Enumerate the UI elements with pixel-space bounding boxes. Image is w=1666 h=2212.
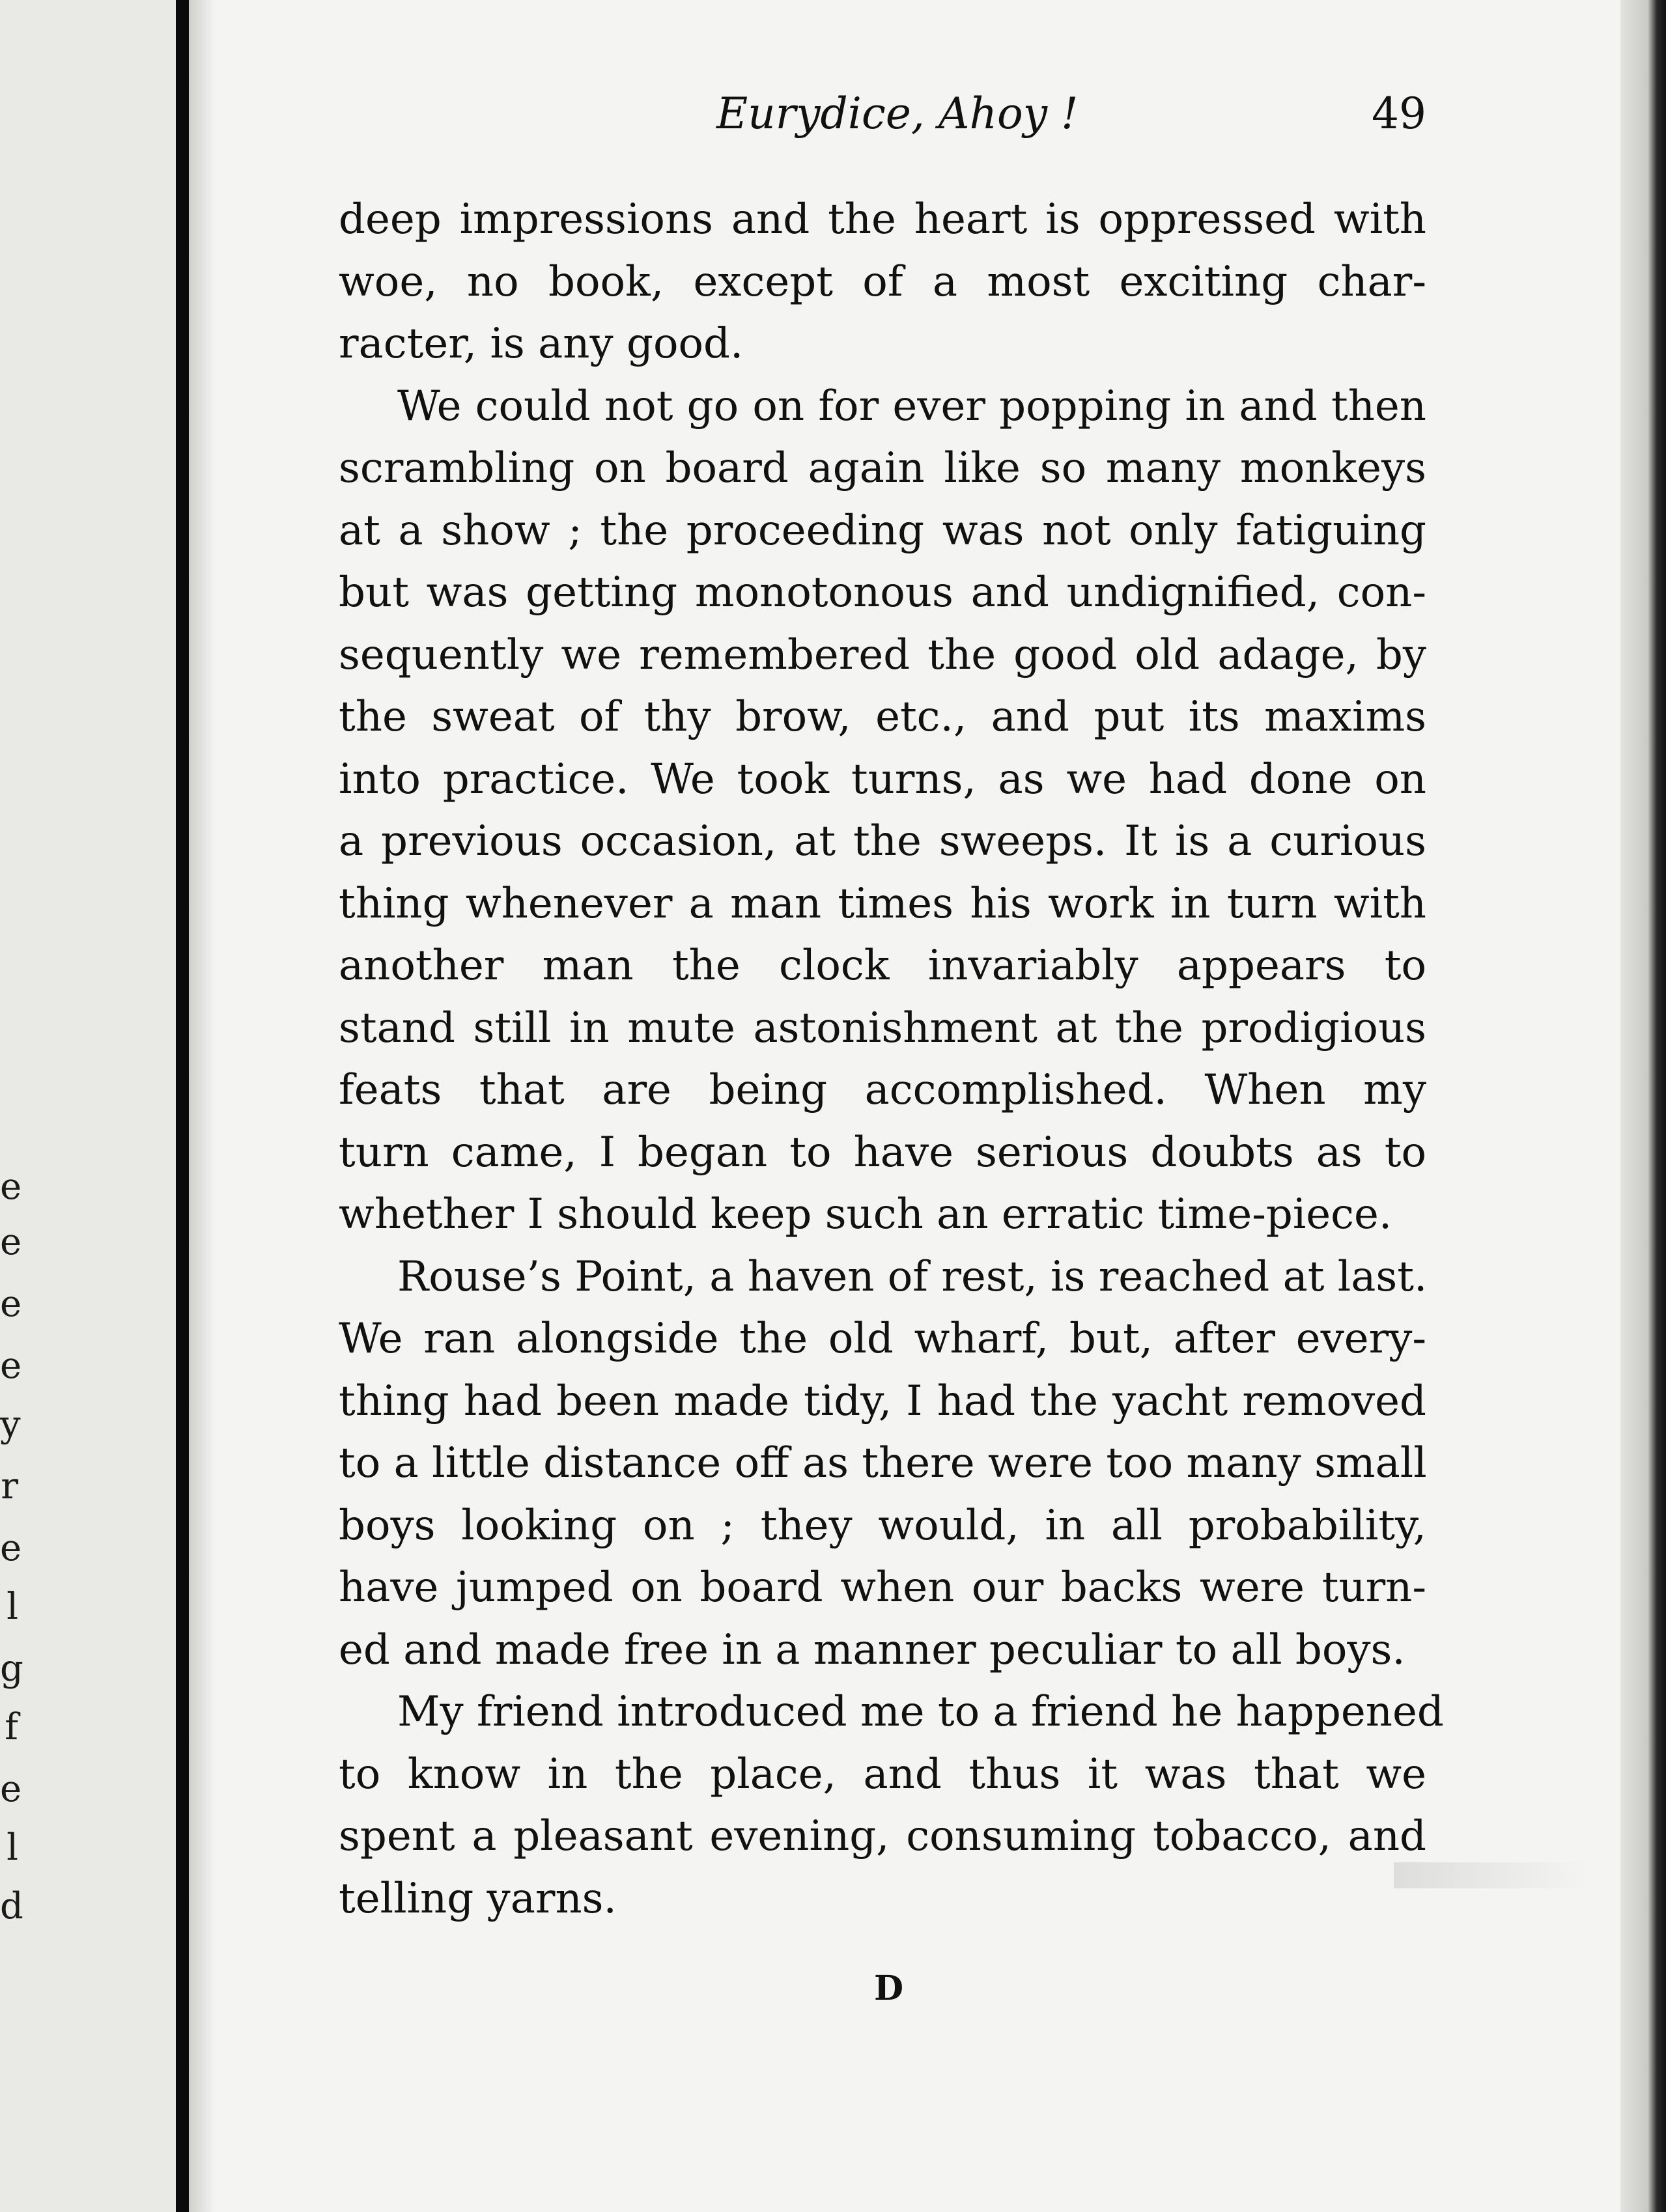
facing-page-letter: e — [0, 1768, 22, 1810]
book-gutter — [176, 0, 189, 2212]
text-line: woe, no book, except of a most exciting char- — [339, 257, 1426, 306]
text-line: stand still in mute astonishment at the prodigious — [339, 1003, 1426, 1052]
facing-page-letter-column — [0, 0, 23, 2212]
page-header — [339, 65, 1426, 143]
facing-page-letter: r — [1, 1465, 18, 1507]
facing-page-letter: g — [0, 1647, 23, 1690]
text-line: have jumped on board when our backs were turn- — [339, 1563, 1426, 1612]
page-edge-right — [1620, 0, 1666, 2212]
text-line: but was getting monotonous and undignified, con- — [339, 568, 1426, 617]
text-line: Rouse’s Point, a haven of rest, is reached at last. — [397, 1252, 1428, 1301]
body-text — [339, 189, 1444, 1930]
text-line: the sweat of thy brow, etc., and put its maxims — [339, 693, 1426, 741]
text-line: My friend introduced me to a friend he happened — [397, 1688, 1444, 1736]
facing-page-letter: e — [0, 1345, 22, 1387]
paragraph — [339, 1681, 1444, 1930]
running-title: Eurydice, Ahoy ! — [716, 89, 1079, 139]
text-line: thing had been made tidy, I had the yacht removed — [339, 1377, 1426, 1425]
text-line: feats that are being accomplished. When my — [339, 1066, 1426, 1114]
text-line: to a little distance off as there were too many small — [339, 1439, 1427, 1487]
facing-page-letter: l — [7, 1586, 18, 1628]
text-line: thing whenever a man times his work in turn with — [339, 879, 1426, 928]
signature-mark: D — [874, 1968, 904, 2008]
text-line: spent a pleasant evening, consuming tobacco, and — [339, 1812, 1426, 1860]
facing-page-letter: e — [0, 1221, 22, 1263]
facing-page-letter: e — [0, 1166, 22, 1208]
facing-page-letter: y — [0, 1403, 21, 1446]
text-line: scrambling on board again like so many monkeys — [339, 444, 1426, 492]
text-line: We ran alongside the old wharf, but, after every- — [339, 1315, 1426, 1363]
text-line: turn came, I began to have serious doubts as to — [339, 1128, 1426, 1177]
text-line: telling yarns. — [339, 1874, 617, 1923]
text-line: into practice. We took turns, as we had done on — [339, 755, 1426, 804]
paragraph — [339, 376, 1426, 1246]
text-line: racter, is any good. — [339, 320, 744, 368]
paragraph — [339, 1246, 1426, 1682]
facing-page-letter: l — [7, 1827, 18, 1869]
text-line: boys looking on ; they would, in all probability, — [339, 1501, 1426, 1550]
text-line: a previous occasion, at the sweeps. It is a curious — [339, 817, 1426, 865]
gutter-shadow — [189, 0, 215, 2212]
text-line: ed and made free in a manner peculiar to all boys. — [339, 1625, 1405, 1674]
page-number: 49 — [1372, 89, 1426, 139]
book-page — [339, 65, 1444, 1923]
text-line: to know in the place, and thus it was that we — [339, 1750, 1426, 1799]
paragraph — [339, 189, 1426, 376]
text-line: sequently we remembered the good old adage, by — [339, 630, 1426, 679]
facing-page-letter: e — [0, 1283, 22, 1325]
facing-page-letter: e — [0, 1527, 22, 1569]
text-line: at a show ; the proceeding was not only fatiguing — [339, 506, 1426, 555]
facing-page-letter: f — [5, 1706, 18, 1748]
text-line: another man the clock invariably appears to — [339, 942, 1426, 990]
text-line: whether I should keep such an erratic time-piece. — [339, 1190, 1392, 1239]
facing-page-letter: d — [0, 1885, 23, 1927]
facing-page-edge — [0, 0, 176, 2212]
text-line: We could not go on for ever popping in and then — [397, 382, 1426, 430]
text-line: deep impressions and the heart is oppressed with — [339, 195, 1426, 244]
